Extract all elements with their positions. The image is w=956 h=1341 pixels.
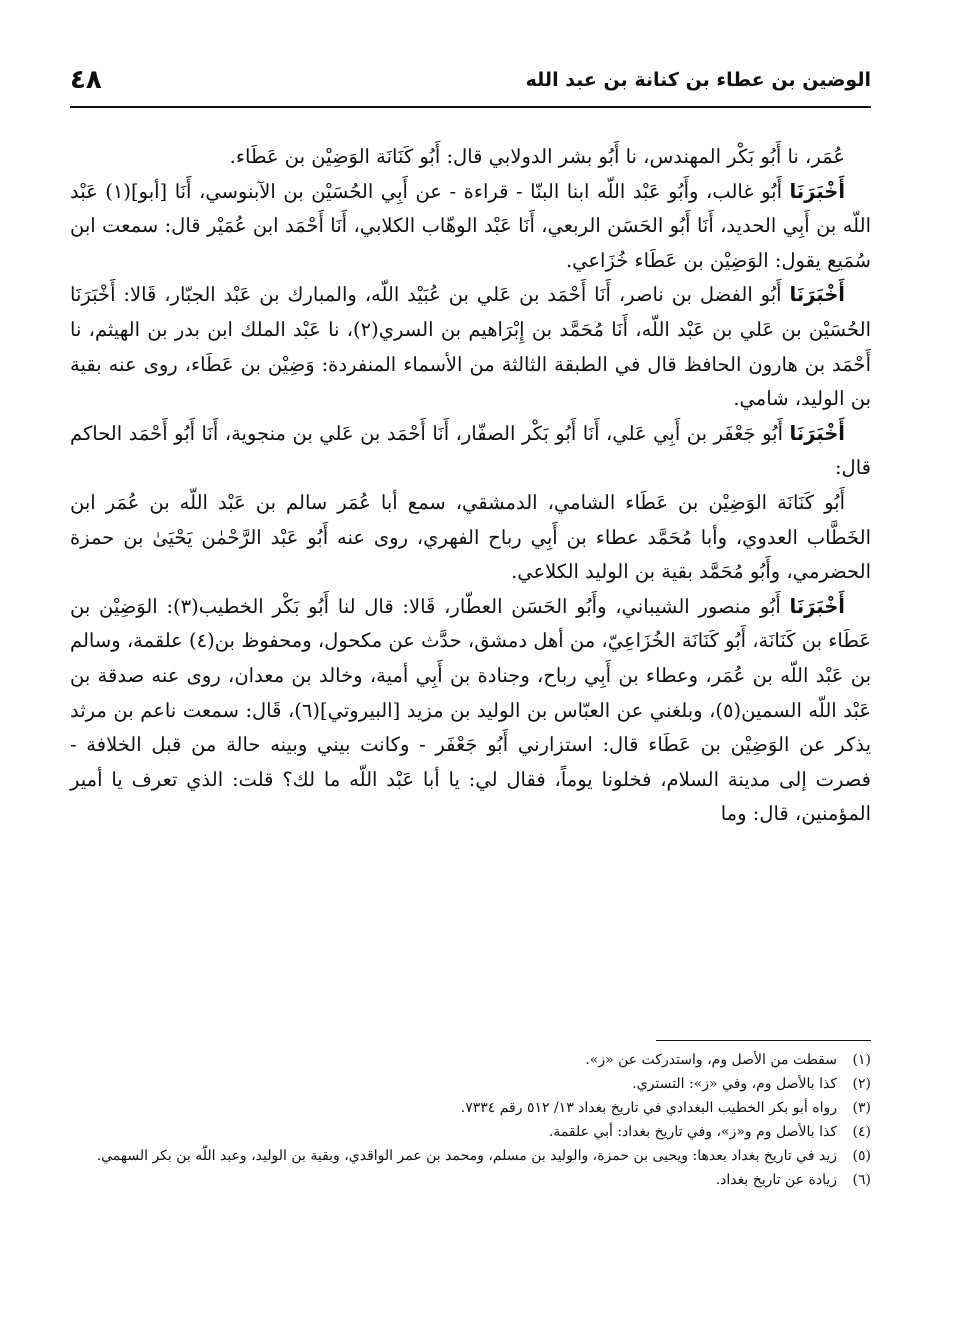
footnote-text: كذا بالأصل وم و«ز»، وفي تاريخ بغداد: أبي علقمة.: [548, 1124, 837, 1140]
paragraph-5: [70, 486, 871, 590]
footnote-text: زيد في تاريخ بغداد بعدها: ويحيى بن حمزة، والوليد بن مسلم، ومحمد بن عمر الواقدي، وبقية بن الوليد، وعبد اللّه بن بكر السهمي.: [96, 1148, 837, 1164]
footnote-5: [70, 1144, 871, 1168]
paragraph-4: [70, 417, 871, 486]
footnote-number: (٣): [852, 1100, 871, 1116]
book-page: [70, 0, 871, 1341]
footnote-number: (٦): [852, 1172, 871, 1188]
footnote-1: [70, 1048, 871, 1072]
footnote-text: زيادة عن تاريخ بغداد.: [715, 1172, 837, 1188]
paragraph-1: [70, 140, 871, 175]
footnote-number: (٥): [852, 1148, 871, 1164]
footnote-number: (٢): [852, 1076, 871, 1092]
page-number: ٤٨: [70, 65, 102, 95]
paragraph-6-lead: أَخْبَرَنَا: [789, 594, 845, 618]
footnote-2: [70, 1072, 871, 1096]
paragraph-6: [70, 590, 871, 832]
footnote-text: رواه أبو بكر الخطيب البغدادي في تاريخ بغداد ١٣/ ٥١٢ رقم ٧٣٣٤.: [460, 1100, 837, 1116]
footnote-number: (٤): [852, 1124, 871, 1140]
footnote-text: كذا بالأصل وم، وفي «ز»: التستري.: [632, 1076, 837, 1092]
main-text: [70, 140, 871, 832]
paragraph-2-lead: أَخْبَرَنَا: [789, 179, 846, 203]
footnote-4: [70, 1120, 871, 1144]
footnote-number: (١): [852, 1052, 871, 1068]
footnote-text: سقطت من الأصل وم، واستدركت عن «ز».: [585, 1052, 837, 1068]
paragraph-4-lead: أَخْبَرَنَا: [789, 421, 845, 445]
footnotes: [70, 1048, 871, 1192]
footnote-separator: [656, 1040, 871, 1041]
header-rule: [70, 106, 871, 108]
paragraph-1-text: عُمَر، نا أَبُو بَكْر المهندس، نا أَبُو بشر الدولابي قال: أَبُو كَنَانَة الوَضِيْن بن عَطَاء.: [229, 145, 845, 168]
header-title: الوضين بن عطاء بن كنانة بن عبد الله: [525, 69, 871, 91]
paragraph-2: [70, 175, 871, 279]
running-header: [70, 60, 871, 100]
paragraph-6-text: أَبُو منصور الشيباني، وأَبُو الحَسَن العطّار، قَالا: قال لنا أَبُو بَكْر الخطيب(٣): الوَضِيْن بن عَطَاء بن كَنَانَة، أَبُو كَنَانَة الخُزَاعِيّ، من أهل دمشق، حدَّث عن مكحول، ومحفوظ بن(٤) علقمة، وسالم بن عَبْد اللّه بن عُمَر، وعطاء بن أَبِي رباح، وجنادة بن أَبِي أمية، وخالد بن معدان، روى عنه صدقة بن عَبْد اللّه السمين(٥)، وبلغني عن العبّاس بن الوليد بن مزيد [البيروتي](٦)، قَال: سمعت ناعم بن مرثد يذكر عن الوَضِيْن بن عَطَاء قال: استزارني أَبُو جَعْفَر - وكانت بيني وبينه حالة من قبل الخلافة - فصرت إلى مدينة السلام، فخلونا يوماً، فقال لي: يا أبا عَبْد اللّه ما لك؟ قلت: الذي تعرف يا أمير المؤمنين، قال: وما: [70, 594, 871, 826]
paragraph-3: [70, 278, 871, 416]
paragraph-3-text: أَبُو الفضل بن ناصر، أَنَا أَحْمَد بن عَلي بن عُبَيْد اللّه، والمبارك بن عَبْد الجبّار، قَالا: أَخْبَرَنَا الحُسَيْن بن عَلي بن عَبْد اللّه، أَنَا مُحَمَّد بن إِبْرَاهيم بن السري(٢)، نا عَبْد الملك ابن بدر بن الهيثم، نا أَحْمَد بن هارون الحافظ قال في الطبقة الثالثة من الأسماء المنفردة: وَضِيْن بن عَطَاء، روى عنه بقية بن الوليد، شامي.: [70, 283, 871, 411]
footnote-3: [70, 1096, 871, 1120]
paragraph-3-lead: أَخْبَرَنَا: [789, 283, 845, 307]
footnote-6: [70, 1168, 871, 1192]
paragraph-4-text: أَبُو جَعْفَر بن أَبِي عَلي، أَنَا أَبُو بَكْر الصفّار، أَنَا أَحْمَد بن عَلي بن منجوية، أَنَا أَبُو أَحْمَد الحاكم قال:: [70, 421, 871, 480]
paragraph-2-text: أَبُو غالب، وأَبُو عَبْد اللّه ابنا البنّا - قراءة - عن أَبِي الحُسَيْن بن الآبنوسي، أَنَا [أبو](١) عَبْد اللّه بن أَبِي الحديد، أَنَا أَبُو الحَسَن الربعي، أَنَا عَبْد الوهّاب الكلابي، أَنَا أَحْمَد ابن عُمَيْر قال: سمعت ابن سُمَيع يقول: الوَضِيْن بن عَطَاء خُزَاعي.: [70, 179, 871, 272]
paragraph-5-text: أَبُو كَنَانَة الوَضِيْن بن عَطَاء الشامي، الدمشقي، سمع أبا عُمَر سالم بن عَبْد اللّه بن عُمَر ابن الخَطَّاب العدوي، وأبا مُحَمَّد عطاء بن أَبِي رباح الفهري، روى عنه أَبُو عَبْد الرَّحْمٰن يَحْيَىٰ بن حمزة الحضرمي، وأَبُو مُحَمَّد بقية بن الوليد الكلاعي.: [70, 490, 871, 584]
